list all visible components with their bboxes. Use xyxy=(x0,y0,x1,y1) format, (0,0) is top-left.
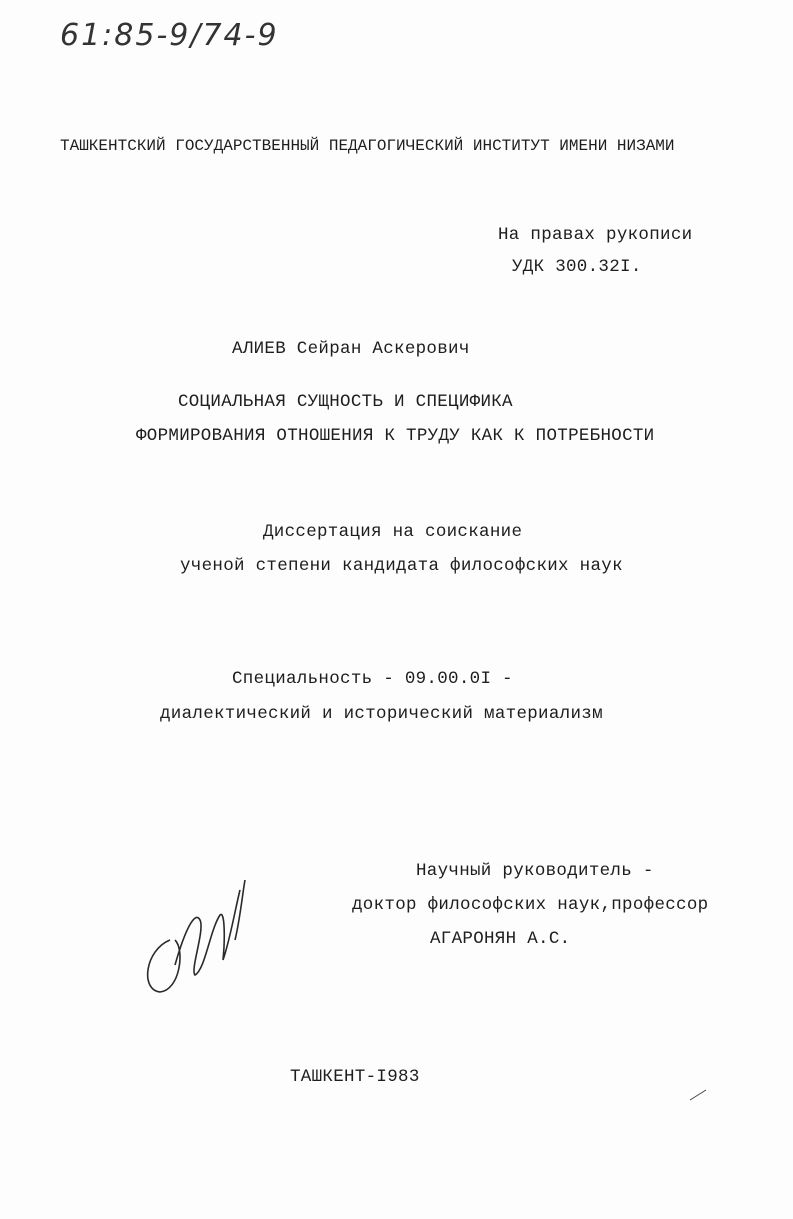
dissertation-line-2: ученой степени кандидата философских наук xyxy=(180,556,623,576)
dissertation-line-1: Диссертация на соискание xyxy=(263,522,523,542)
title-line-1: СОЦИАЛЬНАЯ СУЩНОСТЬ И СПЕЦИФИКА xyxy=(178,392,513,412)
specialty-line-1: Специальность - 09.00.0I - xyxy=(232,669,513,689)
specialty-line-2: диалектический и исторический материализм xyxy=(160,704,603,724)
author-name: АЛИЕВ Сейран Аскерович xyxy=(232,339,470,359)
supervisor-label: Научный руководитель - xyxy=(416,861,654,881)
institute-name: ТАШКЕНТСКИЙ ГОСУДАРСТВЕННЫЙ ПЕДАГОГИЧЕСКИЙ ИНСТИТУТ ИМЕНИ НИЗАМИ xyxy=(60,137,675,155)
title-line-2: ФОРМИРОВАНИЯ ОТНОШЕНИЯ К ТРУДУ КАК К ПОТРЕБНОСТИ xyxy=(136,426,655,446)
handwritten-archive-code: 61:85-9/74-9 xyxy=(60,18,279,53)
city-year: ТАШКЕНТ-I983 xyxy=(290,1067,420,1087)
supervisor-name: АГАРОНЯН А.С. xyxy=(430,929,571,949)
udk-code: УДК 300.32I. xyxy=(512,257,642,277)
supervisor-degree: доктор философских наук,профессор xyxy=(352,895,709,915)
pen-mark xyxy=(688,1088,708,1102)
manuscript-rights: На правах рукописи xyxy=(498,225,693,245)
signature xyxy=(135,870,255,1000)
